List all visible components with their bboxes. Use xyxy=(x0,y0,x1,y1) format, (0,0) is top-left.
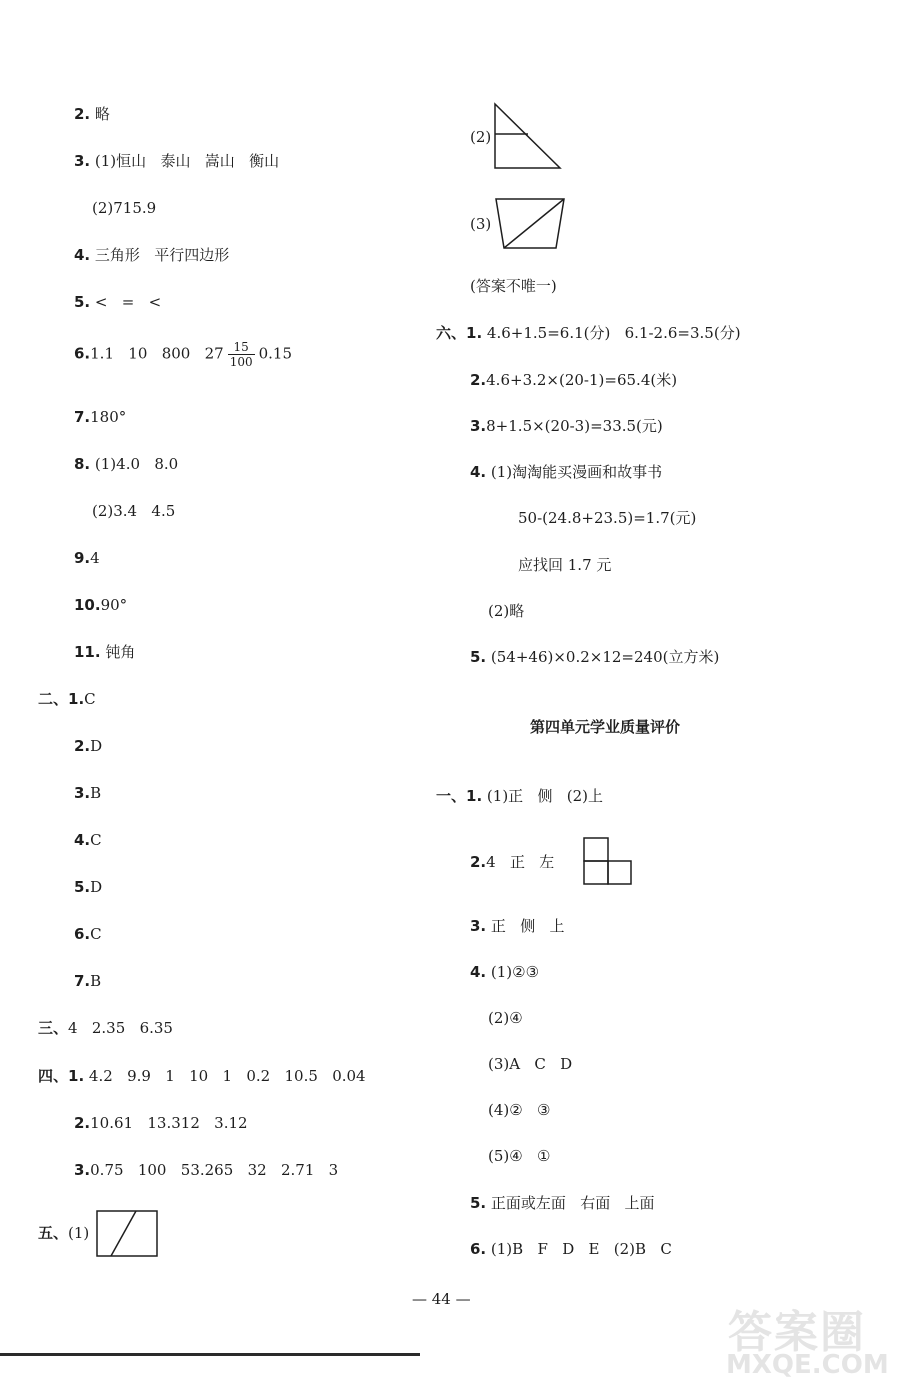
answer-left-q7: 7.180° xyxy=(74,408,127,426)
answer-right-u1-4c: (3)A C D xyxy=(488,1055,573,1073)
answer-left-q8b: (2)3.4 4.5 xyxy=(92,502,176,520)
answer-right-s6-4d: (2)略 xyxy=(488,602,525,620)
answer-right-u1-4d: (4)② ③ xyxy=(488,1101,551,1119)
watermark-logo: 答案圈 xyxy=(728,1307,866,1358)
answer-right-u1-3: 3. 正 侧 上 xyxy=(470,917,565,935)
figure-triangle-split xyxy=(490,100,564,172)
answer-left-s2-3: 3.B xyxy=(74,784,102,802)
answer-right-s6-3: 3.8+1.5×(20-3)=33.5(元) xyxy=(470,417,663,435)
answer-right-s6-4c: 应找回 1.7 元 xyxy=(518,556,612,574)
answer-right-u1-4e: (5)④ ① xyxy=(488,1147,551,1165)
answer-left-q11: 11. 钝角 xyxy=(74,643,136,661)
answer-left-q5: 5. < = < xyxy=(74,293,162,311)
answer-left-s2-4: 4.C xyxy=(74,831,102,849)
answer-right-s6-4a: 4. (1)淘淘能买漫画和故事书 xyxy=(470,463,663,481)
answer-right-u1-4a: 4. (1)②③ xyxy=(470,963,540,981)
answer-left-q3a: 3. (1)恒山 泰山 嵩山 衡山 xyxy=(74,152,280,170)
answer-right-u1-2: 2.4 正 左 xyxy=(470,853,555,871)
answer-left-s2-5: 5.D xyxy=(74,878,103,896)
answer-right-s6-4b: 50-(24.8+23.5)=1.7(元) xyxy=(518,509,697,527)
answer-left-s5: 五、(1) xyxy=(38,1224,90,1242)
answer-left-s3: 三、4 2.35 6.35 xyxy=(38,1019,173,1037)
answer-left-s4-3: 3.0.75 100 53.265 32 2.71 3 xyxy=(74,1161,339,1179)
answer-left-s4-1: 四、1. 4.2 9.9 1 10 1 0.2 10.5 0.04 xyxy=(38,1067,366,1085)
answer-right-s6-2: 2.4.6+3.2×(20-1)=65.4(米) xyxy=(470,371,678,389)
figure-label-3: (3) xyxy=(470,215,492,233)
answer-left-s2-6: 6.C xyxy=(74,925,102,943)
answer-left-s2-1: 二、1.C xyxy=(38,690,96,708)
figure-cube-view xyxy=(582,836,634,886)
fraction: $\frac{15}{100}$ xyxy=(229,340,253,369)
answer-right-s6-1: 六、1. 4.6+1.5=6.1(分) 6.1-2.6=3.5(分) xyxy=(436,324,741,342)
watermark-url: MXQE.COM xyxy=(726,1350,889,1380)
answer-left-s4-2: 2.10.61 13.312 3.12 xyxy=(74,1114,248,1132)
answer-right-u1-6: 6. (1)B F D E (2)B C xyxy=(470,1240,672,1258)
answer-left-s2-7: 7.B xyxy=(74,972,102,990)
unit-title: 第四单元学业质量评价 xyxy=(530,718,681,736)
bottom-rule xyxy=(0,1353,420,1356)
page-number: — 44 — xyxy=(412,1290,471,1308)
figure-label-2: (2) xyxy=(470,128,492,146)
answer-left-q10: 10.90° xyxy=(74,596,128,614)
answer-right-u1-1: 一、1. (1)正 侧 (2)上 xyxy=(436,787,604,805)
figure-trapezoid-split xyxy=(494,196,568,252)
answer-note: (答案不唯一) xyxy=(470,277,557,295)
answer-left-q4: 4. 三角形 平行四边形 xyxy=(74,246,230,264)
answer-left-q2: 2. 略 xyxy=(74,105,110,123)
answer-left-s2-2: 2.D xyxy=(74,737,103,755)
answer-left-q6: 6.1.1 10 800 27 $\frac{15}{100}$ 0.15 xyxy=(74,340,293,369)
answer-right-u1-4b: (2)④ xyxy=(488,1009,523,1027)
answer-right-u1-5: 5. 正面或左面 右面 上面 xyxy=(470,1194,655,1212)
answer-left-q9: 9.4 xyxy=(74,549,100,567)
answer-left-q8a: 8. (1)4.0 8.0 xyxy=(74,455,179,473)
figure-square-with-diagonal xyxy=(96,1210,160,1258)
answer-left-q3b: (2)715.9 xyxy=(92,199,157,217)
answer-right-s6-5: 5. (54+46)×0.2×12=240(立方米) xyxy=(470,648,720,666)
